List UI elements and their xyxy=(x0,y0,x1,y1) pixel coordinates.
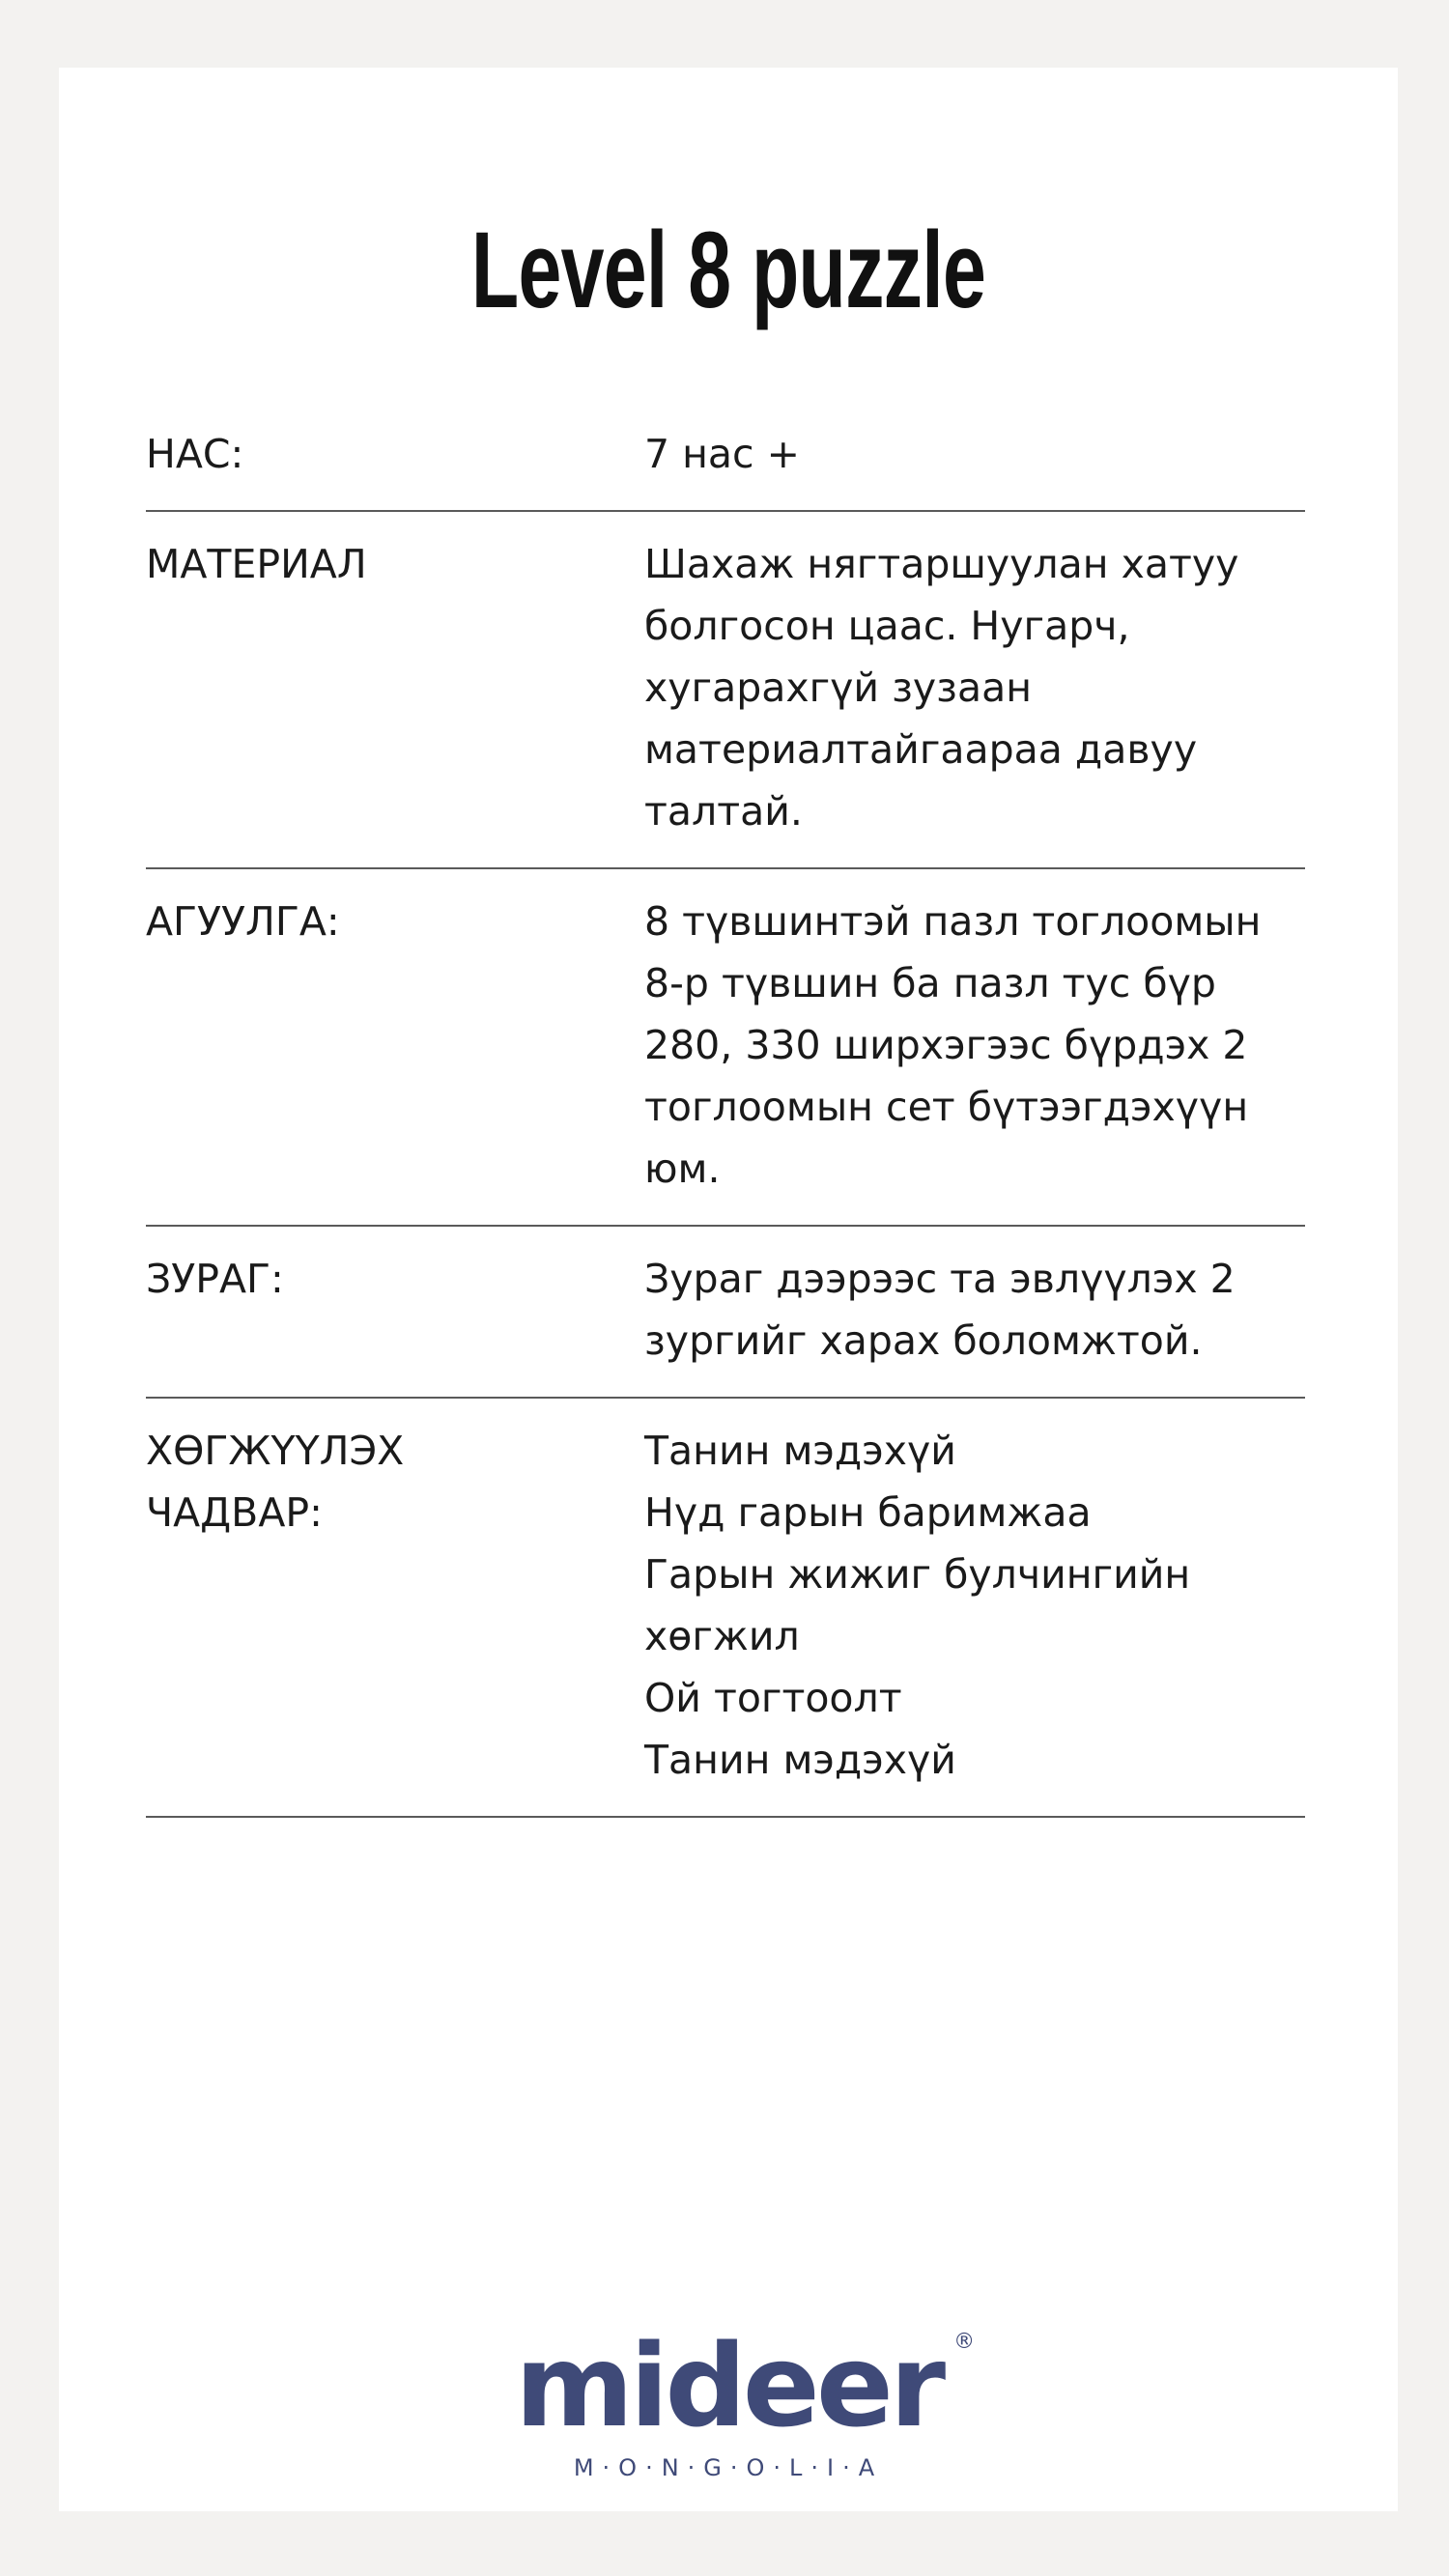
row-label: МАТЕРИАЛ xyxy=(146,541,367,587)
registered-mark: ® xyxy=(953,2330,976,2354)
value-line: Танин мэдэхүй xyxy=(644,1428,956,1474)
row-value xyxy=(644,423,1305,485)
row-label: ХӨГЖҮҮЛЭХ ЧАДВАР: xyxy=(146,1428,405,1536)
value-line: 7 нас + xyxy=(644,431,800,477)
value-line: Нүд гарын баримжаа xyxy=(644,1489,1092,1536)
value-line: юм. xyxy=(644,1146,721,1192)
row-value xyxy=(644,1248,1305,1372)
brand-logo xyxy=(59,2319,1398,2482)
logo-wordmark xyxy=(514,2319,976,2452)
value-line: 8-р түвшин ба пазл тус бүр xyxy=(644,960,1216,1006)
value-line: болгосон цаас. Нугарч, xyxy=(644,603,1130,649)
value-line: материалтайгаараа давуу xyxy=(644,726,1198,773)
page-title: Level 8 puzzle xyxy=(470,210,986,330)
logo-word: mideer xyxy=(514,2319,943,2452)
row-label: АГУУЛГА: xyxy=(146,898,340,945)
value-line: Танин мэдэхүй xyxy=(644,1737,956,1783)
value-line: талтай. xyxy=(644,788,803,835)
value-line: 8 түвшинтэй пазл тоглоомын xyxy=(644,898,1262,945)
info-row-material xyxy=(146,512,1305,869)
value-line: Гарын жижиг булчингийн xyxy=(644,1551,1191,1598)
info-card xyxy=(59,68,1398,2511)
row-value xyxy=(644,891,1305,1200)
value-line: тоглоомын сет бүтээгдэхүүн xyxy=(644,1084,1249,1130)
row-value xyxy=(644,1420,1305,1791)
value-line: 280, 330 ширхэгээс бүрдэх 2 xyxy=(644,1022,1248,1068)
info-row-skills xyxy=(146,1399,1305,1818)
logo-subtitle: M·O·N·G·O·L·I·A xyxy=(573,2454,884,2481)
value-line: Ой тогтоолт xyxy=(644,1675,902,1721)
value-line: зургийг харах боломжтой. xyxy=(644,1317,1203,1364)
value-line: Зураг дээрээс та эвлүүлэх 2 xyxy=(644,1256,1236,1302)
info-row-age xyxy=(146,406,1305,512)
product-info-table xyxy=(146,406,1305,1818)
row-label: ЗУРАГ: xyxy=(146,1256,284,1302)
value-line: Шахаж нягтаршуулан хатуу xyxy=(644,541,1239,587)
row-value xyxy=(644,533,1305,842)
row-label: НАС: xyxy=(146,431,244,477)
value-line: хугарахгүй зузаан xyxy=(644,665,1033,711)
value-line: хөгжил xyxy=(644,1613,800,1659)
info-row-contents xyxy=(146,869,1305,1227)
info-row-picture xyxy=(146,1227,1305,1399)
